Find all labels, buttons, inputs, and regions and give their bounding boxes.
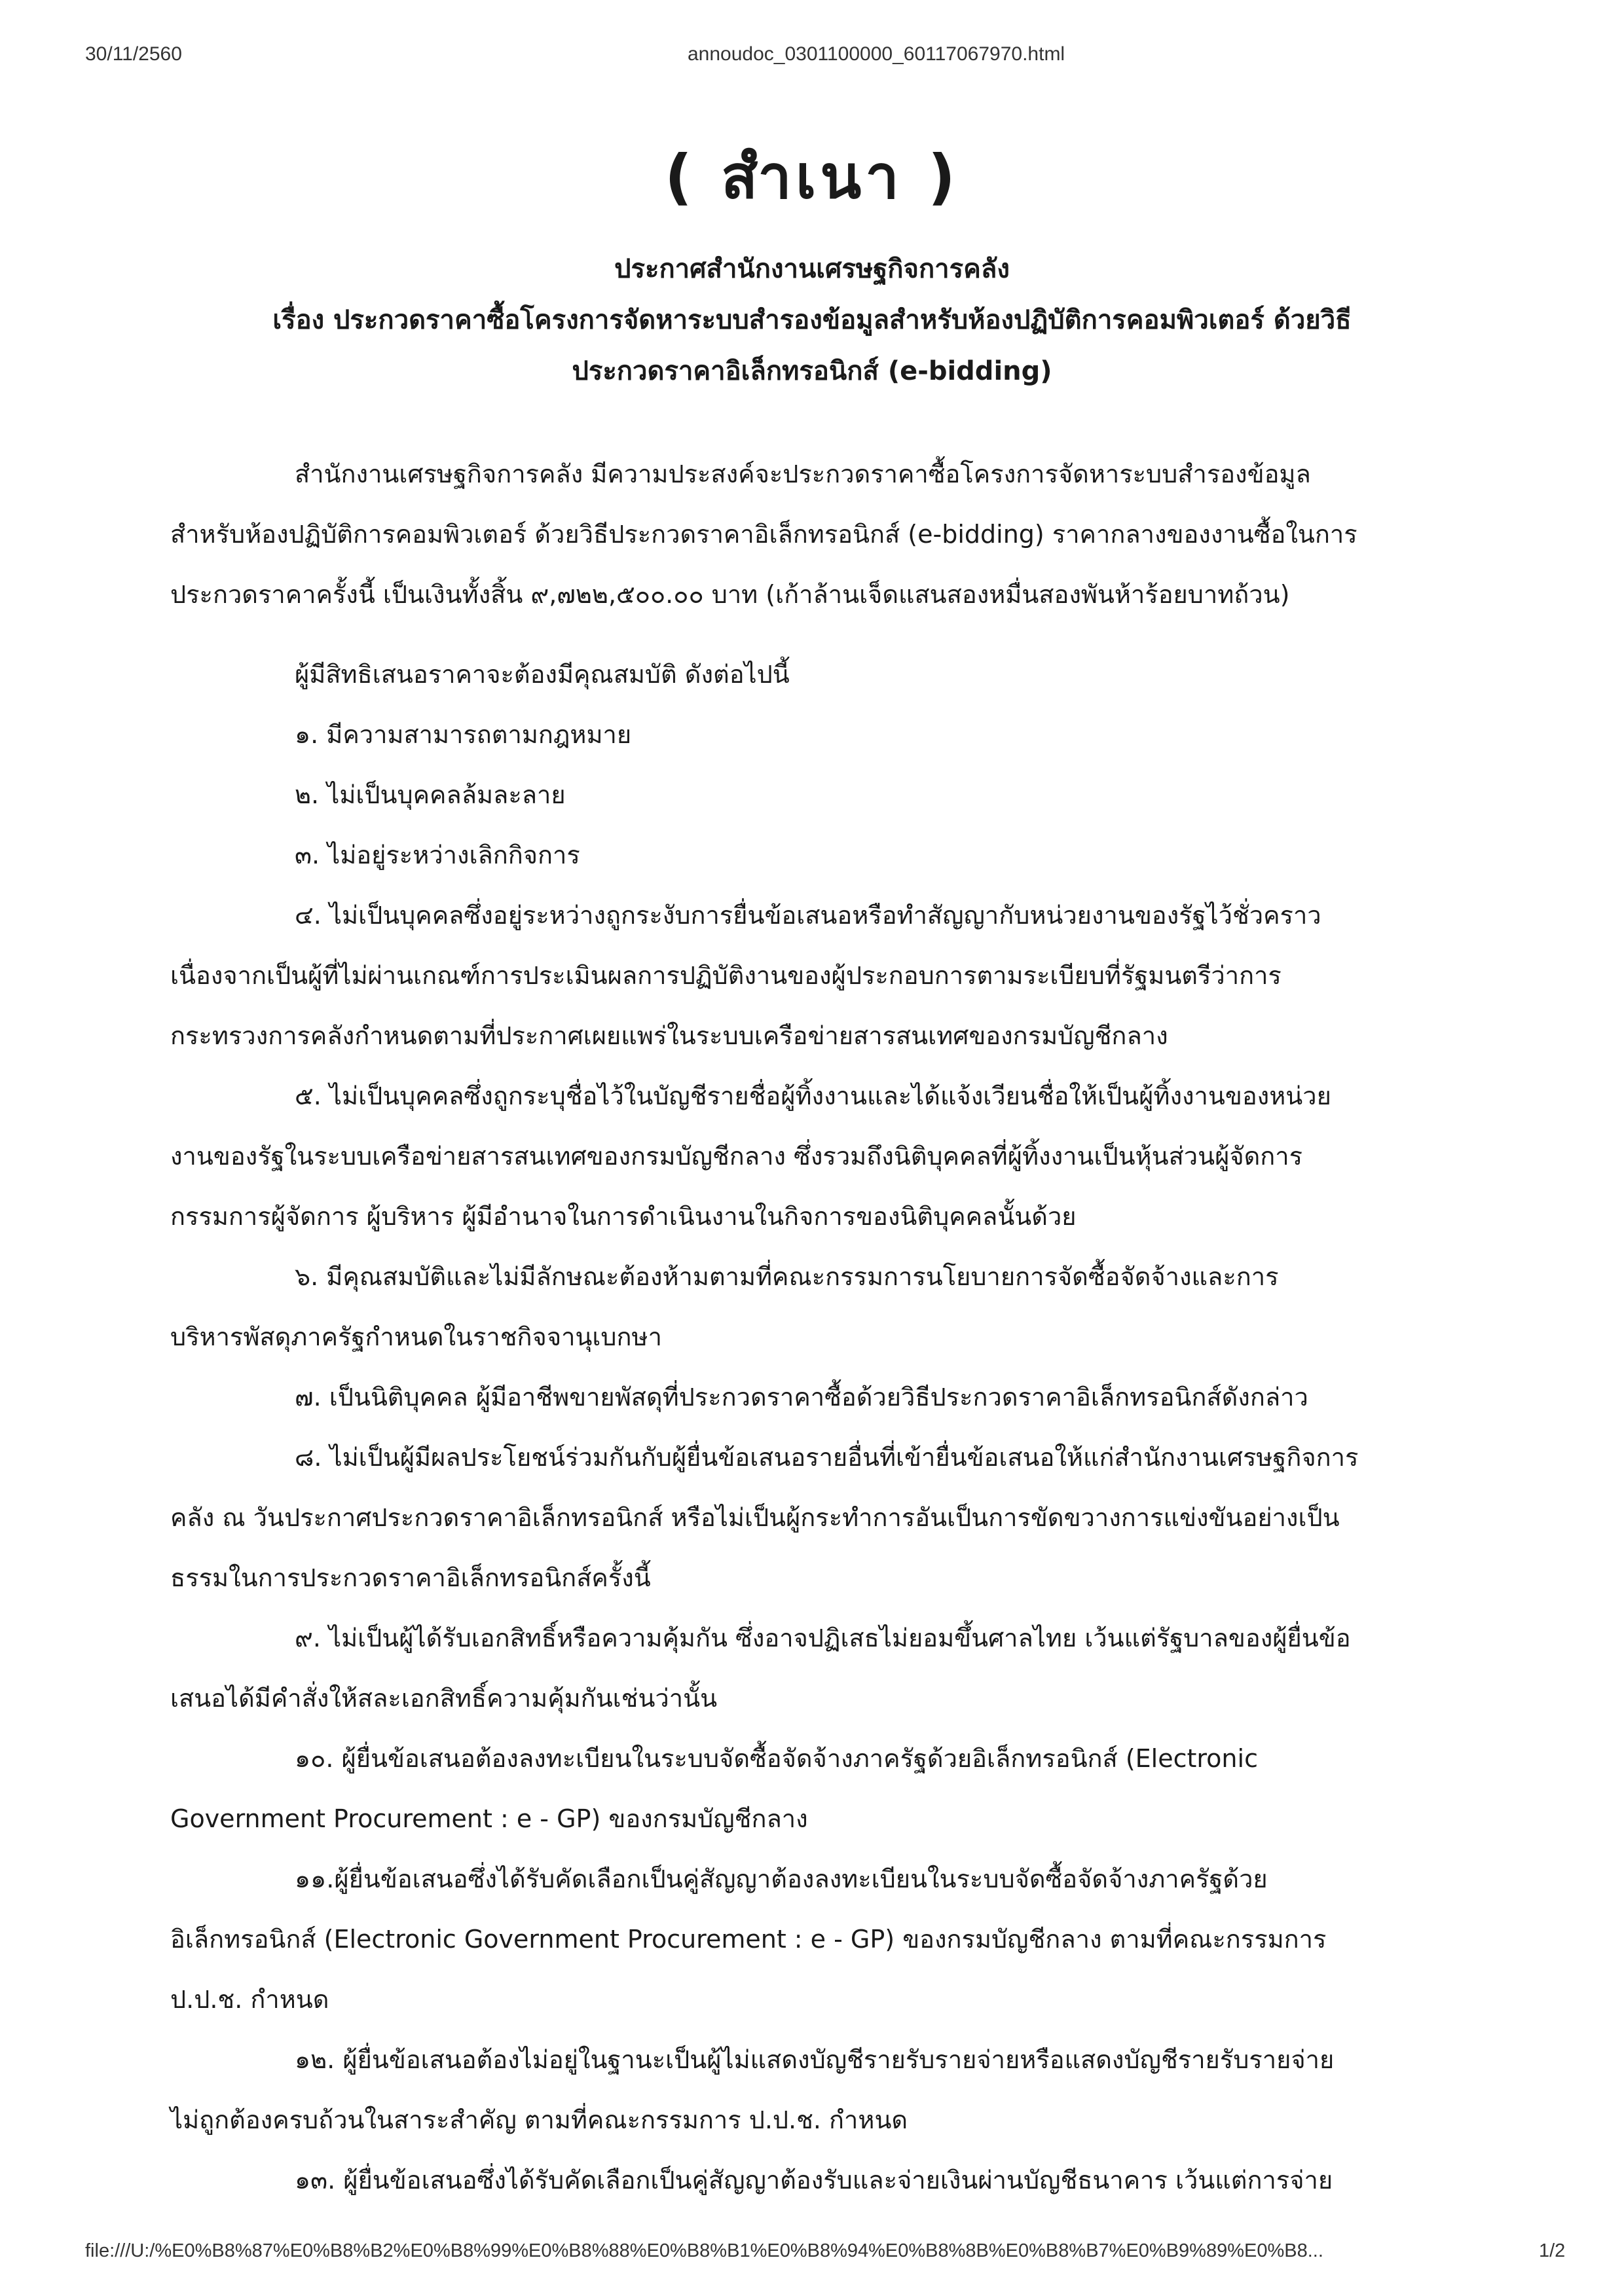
qualification-line: อิเล็กทรอนิกส์ (Electronic Government Procurement : e - GP) ของกรมบัญชีกลาง ตามที่คณะกรรมการ	[170, 1925, 1327, 1954]
qualification-item	[170, 1427, 1519, 1608]
qualification-line: ๙. ไม่เป็นผู้ได้รับเอกสิทธิ์หรือความคุ้มกัน ซึ่งอาจปฏิเสธไม่ยอมขึ้นศาลไทย เว้นแต่รัฐบาลของผู้ยื่นข้อ	[295, 1624, 1351, 1652]
intro-paragraph	[170, 444, 1519, 625]
qualification-line: ไม่ถูกต้องครบถ้วนในสาระสำคัญ ตามที่คณะกรรมการ ป.ป.ช. กำหนด	[170, 2105, 908, 2134]
copy-stamp-title: ( สำเนา )	[665, 142, 959, 212]
qualification-line: ๗. เป็นนิติบุคคล ผู้มีอาชีพขายพัสดุที่ประกวดราคาซื้อด้วยวิธีประกวดราคาอิเล็กทรอนิกส์ดังกล่าว	[295, 1383, 1308, 1412]
qualification-item	[170, 1367, 1519, 1427]
qualification-line: บริหารพัสดุภาครัฐกำหนดในราชกิจจานุเบกษา	[170, 1322, 662, 1351]
announcement-title	[131, 244, 1493, 397]
qualifications-heading: ผู้มีสิทธิเสนอราคาจะต้องมีคุณสมบัติ ดังต่อไปนี้	[295, 660, 790, 689]
title-line-3: ประกวดราคาอิเล็กทรอนิกส์ (e-bidding)	[572, 356, 1052, 386]
qualification-item	[170, 1066, 1519, 1247]
qualification-line: ธรรมในการประกวดราคาอิเล็กทรอนิกส์ครั้งนี้	[170, 1563, 651, 1592]
title-line-1: ประกาศสำนักงานเศรษฐกิจการคลัง	[614, 254, 1010, 284]
qualification-item	[170, 825, 1519, 885]
qualification-line: คลัง ณ วันประกาศประกวดราคาอิเล็กทรอนิกส์ หรือไม่เป็นผู้กระทำการอันเป็นการขัดขวางการแข่งขันอย่างเป็น	[170, 1503, 1340, 1532]
qualification-item	[170, 1728, 1519, 1849]
qualification-line: ๑. มีความสามารถตามกฎหมาย	[295, 720, 632, 749]
qualification-line: ๕. ไม่เป็นบุคคลซึ่งถูกระบุชื่อไว้ในบัญชีรายชื่อผู้ทิ้งงานและได้แจ้งเวียนชื่อให้เป็นผู้ทิ้งงานของหน่วย	[295, 1082, 1331, 1110]
announcement-body	[170, 444, 1519, 2210]
qualification-line: กรรมการผู้จัดการ ผู้บริหาร ผู้มีอำนาจในการดำเนินงานในกิจการของนิติบุคคลนั้นด้วย	[170, 1202, 1077, 1231]
intro-line-3: ประกวดราคาครั้งนี้ เป็นเงินทั้งสิ้น ๙,๗๒๒,๕๐๐.๐๐ บาท (เก้าล้านเจ็ดแสนสองหมื่นสองพันห้าร้อยบาทถ้วน)	[170, 580, 1290, 609]
qualification-line: งานของรัฐในระบบเครือข่ายสารสนเทศของกรมบัญชีกลาง ซึ่งรวมถึงนิติบุคคลที่ผู้ทิ้งงานเป็นหุ้นส่วนผู้จัดการ	[170, 1142, 1303, 1171]
qualification-line: เสนอได้มีคำสั่งให้สละเอกสิทธิ์ความคุ้มกันเช่นว่านั้น	[170, 1684, 718, 1713]
qualification-item	[170, 2150, 1519, 2210]
qualification-line: ๑๓. ผู้ยื่นข้อเสนอซึ่งได้รับคัดเลือกเป็นคู่สัญญาต้องรับและจ่ายเงินผ่านบัญชีธนาคาร เว้นแต่การจ่าย	[295, 2166, 1333, 2195]
qualification-line: ป.ป.ช. กำหนด	[170, 1985, 329, 2014]
qualification-item	[170, 765, 1519, 825]
qualification-item	[170, 2030, 1519, 2150]
print-date: 30/11/2560	[85, 43, 182, 65]
qualification-item	[170, 704, 1519, 765]
qualification-item	[170, 1247, 1519, 1367]
qualification-line: ๑๐. ผู้ยื่นข้อเสนอต้องลงทะเบียนในระบบจัดซื้อจัดจ้างภาครัฐด้วยอิเล็กทรอนิกส์ (Electronic	[295, 1744, 1258, 1773]
print-page-number: 1/2	[1539, 2240, 1566, 2261]
qualifications-list	[170, 704, 1519, 2210]
qualification-line: ๘. ไม่เป็นผู้มีผลประโยชน์ร่วมกันกับผู้ยื่นข้อเสนอรายอื่นที่เข้ายื่นข้อเสนอให้แก่สำนักงานเศรษฐกิจการ	[295, 1443, 1359, 1472]
qualification-line: ๓. ไม่อยู่ระหว่างเลิกกิจการ	[295, 841, 580, 869]
qualification-line: เนื่องจากเป็นผู้ที่ไม่ผ่านเกณฑ์การประเมินผลการปฏิบัติงานของผู้ประกอบการตามระเบียบที่รัฐมนตรีว่าการ	[170, 961, 1282, 990]
qualification-line: ๔. ไม่เป็นบุคคลซึ่งอยู่ระหว่างถูกระงับการยื่นข้อเสนอหรือทำสัญญากับหน่วยงานของรัฐไว้ชั่วคราว	[295, 901, 1321, 930]
qualification-line: ๒. ไม่เป็นบุคคลล้มละลาย	[295, 780, 566, 809]
print-file-url: file:///U:/%E0%B8%87%E0%B8%B2%E0%B8%99%E0%B8%88%E0%B8%B1%E0%B8%94%E0%B8%8B%E0%B8%B7%E0%B9%89%E0%B8...	[85, 2240, 1323, 2261]
intro-line-2: สำหรับห้องปฏิบัติการคอมพิวเตอร์ ด้วยวิธีประกวดราคาอิเล็กทรอนิกส์ (e-bidding) ราคากลางของงานซื้อในการ	[170, 520, 1357, 549]
qualification-line: ๖. มีคุณสมบัติและไม่มีลักษณะต้องห้ามตามที่คณะกรรมการนโยบายการจัดซื้อจัดจ้างและการ	[295, 1262, 1279, 1291]
qualification-item	[170, 1608, 1519, 1728]
intro-line-1: สำนักงานเศรษฐกิจการคลัง มีความประสงค์จะประกวดราคาซื้อโครงการจัดหาระบบสำรองข้อมูล	[295, 460, 1311, 488]
qualification-line: Government Procurement : e - GP) ของกรมบัญชีกลาง	[170, 1804, 808, 1833]
qualification-item	[170, 885, 1519, 1066]
qualification-line: ๑๒. ผู้ยื่นข้อเสนอต้องไม่อยู่ในฐานะเป็นผู้ไม่แสดงบัญชีรายรับรายจ่ายหรือแสดงบัญชีรายรับรายจ่าย	[295, 2045, 1335, 2074]
qualification-item	[170, 1849, 1519, 2030]
qualification-line: กระทรวงการคลังกำหนดตามที่ประกาศเผยแพร่ในระบบเครือข่ายสารสนเทศของกรมบัญชีกลาง	[170, 1021, 1168, 1050]
title-line-2: เรื่อง ประกวดราคาซื้อโครงการจัดหาระบบสำรองข้อมูลสำหรับห้องปฏิบัติการคอมพิวเตอร์ ด้วยวิธี	[272, 305, 1352, 335]
print-filename: annoudoc_0301100000_60117067970.html	[688, 43, 1065, 65]
qualification-line: ๑๑.ผู้ยื่นข้อเสนอซึ่งได้รับคัดเลือกเป็นคู่สัญญาต้องลงทะเบียนในระบบจัดซื้อจัดจ้างภาครัฐด้วย	[295, 1865, 1268, 1893]
